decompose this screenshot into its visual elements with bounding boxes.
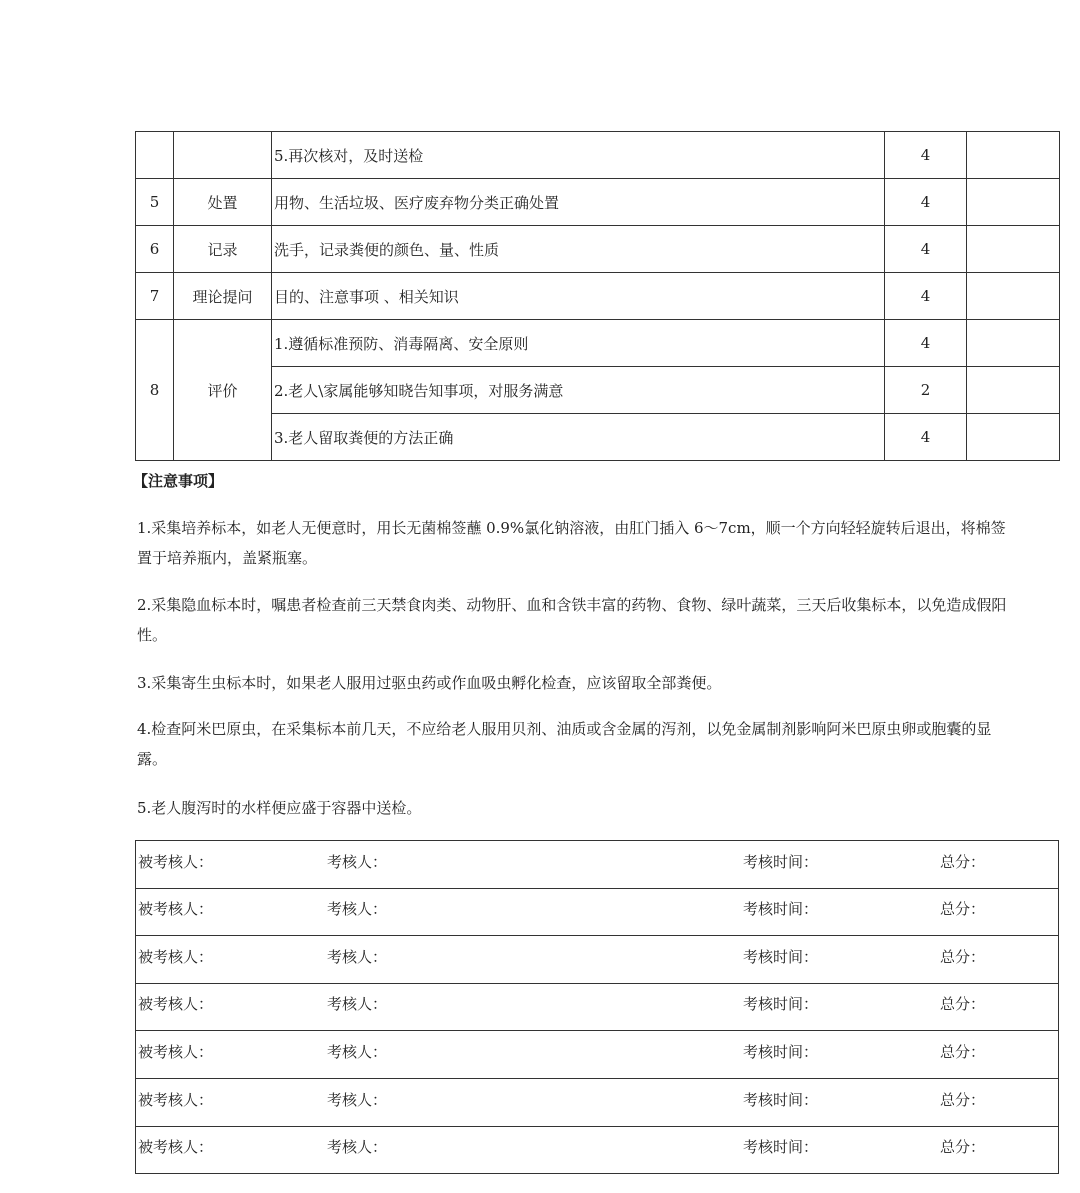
examiner-label: 考核人： [327,1091,388,1109]
deduction-cell [967,367,1060,414]
total-score-label: 总分： [940,1138,986,1156]
item-content: 目的、注意事项 、相关知识 [272,273,885,320]
signature-row [136,1126,1058,1173]
examiner-label: 考核人： [327,1138,388,1156]
examiner-label: 考核人： [327,1043,388,1061]
table-row [136,414,1060,461]
item-name: 理论提问 [174,273,272,320]
item-name: 处置 [174,179,272,226]
item-name: 记录 [174,226,272,273]
note-item-5: 5.老人腹泻时的水样便应盛于容器中送检。 [137,799,422,817]
item-score: 4 [885,414,967,461]
examiner-label: 考核人： [327,853,388,871]
exam-time-label: 考核时间： [743,1138,819,1156]
exam-time-label: 考核时间： [743,1091,819,1109]
exam-time-label: 考核时间： [743,900,819,918]
item-content: 1.遵循标准预防、消毒隔离、安全原则 [272,320,885,367]
examiner-label: 考核人： [327,948,388,966]
total-score-label: 总分： [940,1091,986,1109]
signature-row [136,1079,1058,1127]
signature-row [136,1031,1058,1079]
item-content: 3.老人留取粪便的方法正确 [272,414,885,461]
deduction-cell [967,320,1060,367]
signature-table [135,840,1059,1174]
item-score: 4 [885,226,967,273]
deduction-cell [967,179,1060,226]
total-score-label: 总分： [940,995,986,1013]
row-number: 7 [136,273,174,320]
signature-row [136,841,1058,889]
deduction-cell [967,132,1060,179]
total-score-label: 总分： [940,1043,986,1061]
signature-row [136,983,1058,1031]
examinee-label: 被考核人： [138,995,214,1013]
total-score-label: 总分： [940,853,986,871]
examiner-label: 考核人： [327,995,388,1013]
examinee-label: 被考核人： [138,900,214,918]
table-row [136,367,1060,414]
item-content: 洗手，记录粪便的颜色、量、性质 [272,226,885,273]
examinee-label: 被考核人： [138,1138,214,1156]
exam-time-label: 考核时间： [743,853,819,871]
row-number: 8 [136,320,174,461]
notes-title: 【注意事项】 [133,472,224,490]
row-number: 6 [136,226,174,273]
note-item-1: 1.采集培养标本，如老人无便意时，用长无菌棉签蘸 0.9%氯化钠溶液，由肛门插入 6～7cm，顺一个方向轻轻旋转后退出，将棉签置于培养瓶内，盖紧瓶塞。 [137,519,1006,567]
total-score-label: 总分： [940,900,986,918]
table-row [136,132,1060,179]
note-item-4: 4.检查阿米巴原虫，在采集标本前几天，不应给老人服用贝剂、油质或含金属的泻剂，以免金属制剂影响阿米巴原虫卵或胞囊的显露。 [137,720,992,768]
item-content: 5.再次核对，及时送检 [272,132,885,179]
total-score-label: 总分： [940,948,986,966]
item-score: 4 [885,179,967,226]
signature-row [136,936,1058,984]
table-row [136,179,1060,226]
examinee-label: 被考核人： [138,1091,214,1109]
item-name [174,132,272,179]
item-content: 用物、生活垃圾、医疗废弃物分类正确处置 [272,179,885,226]
exam-time-label: 考核时间： [743,995,819,1013]
examinee-label: 被考核人： [138,948,214,966]
row-number [136,132,174,179]
item-name: 评价 [174,320,272,461]
score-table [135,131,1060,461]
item-score: 2 [885,367,967,414]
examiner-label: 考核人： [327,900,388,918]
table-row [136,273,1060,320]
note-item-3: 3.采集寄生虫标本时，如果老人服用过驱虫药或作血吸虫孵化检查，应该留取全部粪便。 [137,674,722,692]
table-row [136,226,1060,273]
deduction-cell [967,273,1060,320]
item-content: 2.老人\家属能够知晓告知事项，对服务满意 [272,367,885,414]
row-number: 5 [136,179,174,226]
examinee-label: 被考核人： [138,853,214,871]
table-row [136,320,1060,367]
item-score: 4 [885,273,967,320]
item-score: 4 [885,132,967,179]
exam-time-label: 考核时间： [743,1043,819,1061]
examinee-label: 被考核人： [138,1043,214,1061]
deduction-cell [967,414,1060,461]
exam-time-label: 考核时间： [743,948,819,966]
item-score: 4 [885,320,967,367]
deduction-cell [967,226,1060,273]
signature-row [136,888,1058,936]
note-item-2: 2.采集隐血标本时，嘱患者检查前三天禁食肉类、动物肝、血和含铁丰富的药物、食物、绿叶蔬菜，三天后收集标本，以免造成假阳性。 [137,596,1007,644]
